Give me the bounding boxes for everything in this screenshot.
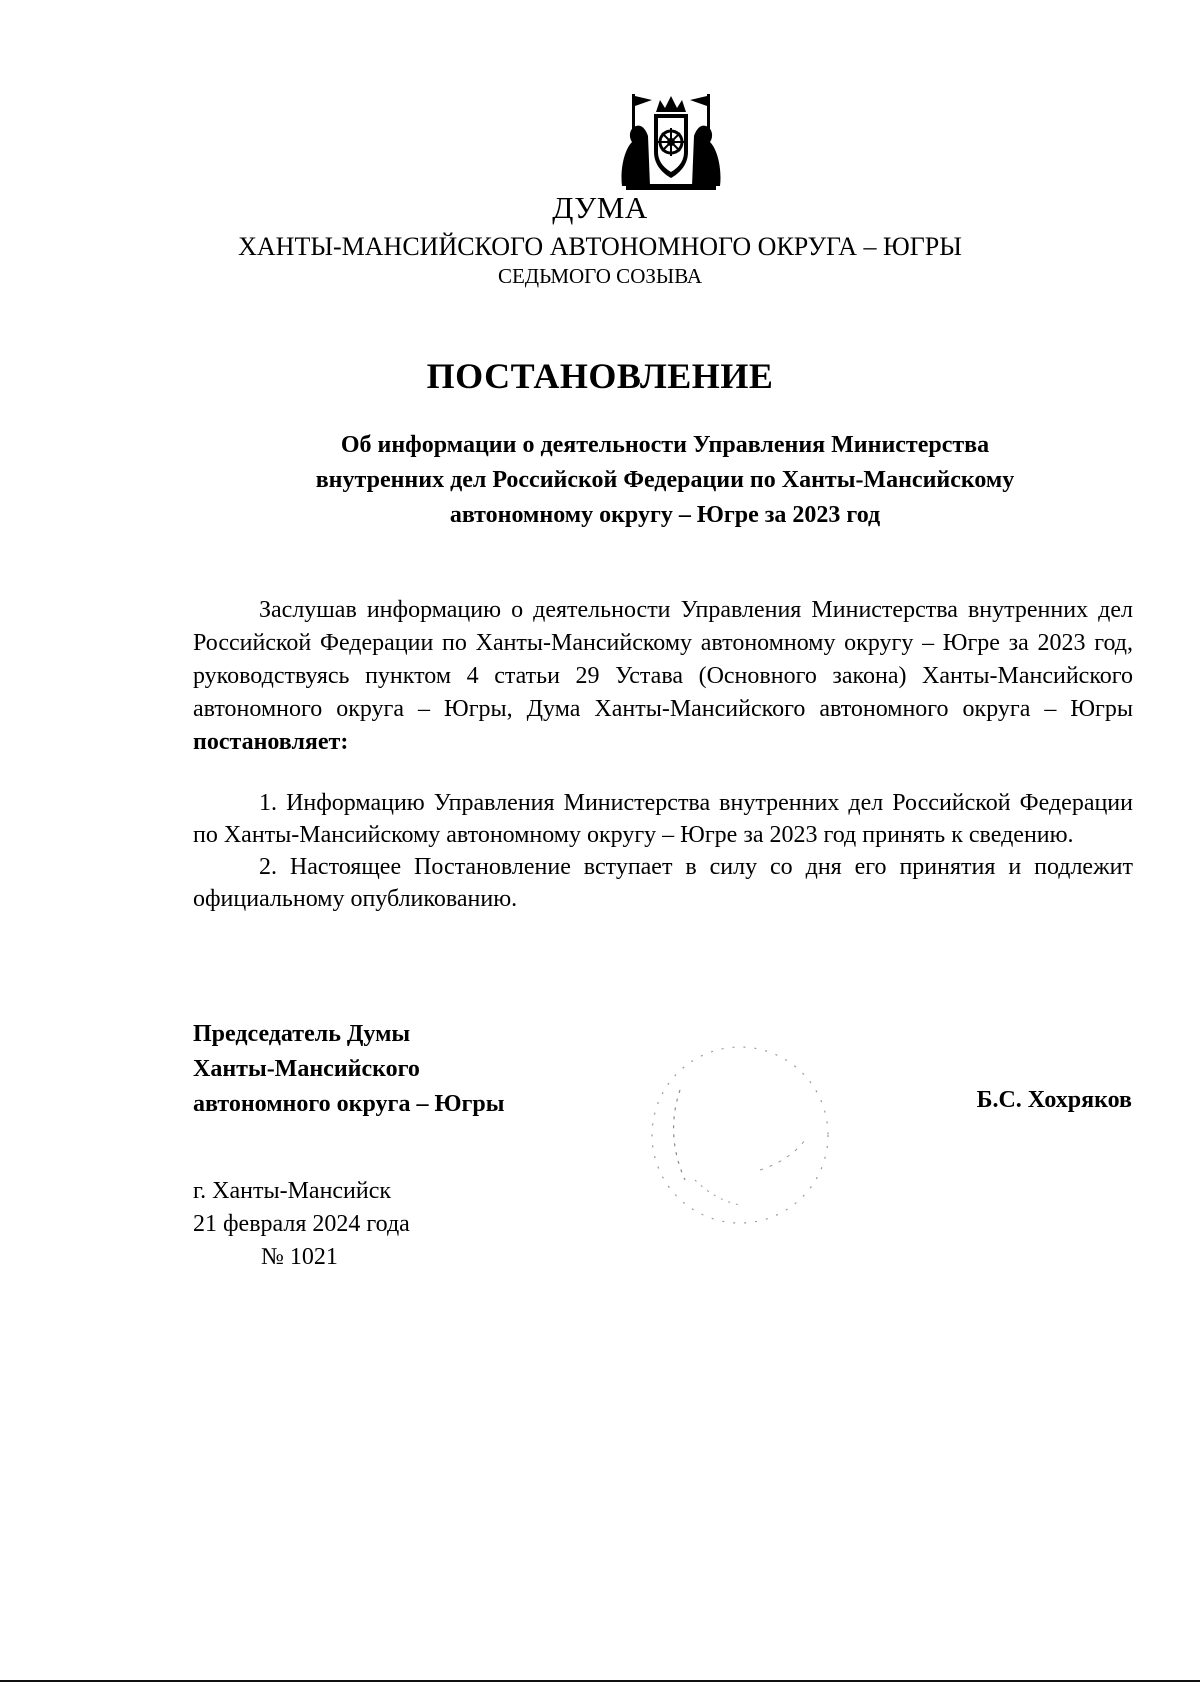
signatory-position-line: Ханты-Мансийского xyxy=(193,1056,420,1082)
signatory-position-line: Председатель Думы xyxy=(193,1021,411,1047)
coat-of-arms-icon xyxy=(618,90,724,194)
signatory-position-line: автономного округа – Югры xyxy=(193,1091,505,1117)
document-type: ПОСТАНОВЛЕНИЕ xyxy=(426,356,774,396)
preamble-action: постановляет: xyxy=(193,729,349,755)
resolution-item: 2. Настоящее Постановление вступает в силу со дня его принятия и подлежит официальному опубликованию. xyxy=(193,854,1133,912)
document-number: № 1021 xyxy=(261,1244,338,1270)
date: 21 февраля 2024 года xyxy=(193,1211,410,1237)
bottom-rule xyxy=(0,1680,1200,1682)
document-title-line: Об информации о деятельности Управления Министерства xyxy=(340,432,990,458)
preamble-paragraph xyxy=(193,594,1133,759)
resolution-items xyxy=(193,787,1133,915)
place: г. Ханты-Мансийск xyxy=(193,1178,392,1204)
document-title-line: автономному округу – Югре за 2023 год xyxy=(449,502,881,528)
document-title xyxy=(240,428,1090,533)
organization-convocation: СЕДЬМОГО СОЗЫВА xyxy=(497,264,703,288)
resolution-item: 1. Информацию Управления Министерства внутренних дел Российской Федерации по Ханты-Мансийскому автономному округу – Югре за 2023 год принять к сведению. xyxy=(193,790,1133,848)
place-and-date xyxy=(193,1175,410,1274)
document-title-line: внутренних дел Российской Федерации по Ханты-Мансийскому xyxy=(315,467,1015,493)
organization-region: ХАНТЫ-МАНСИЙСКОГО АВТОНОМНОГО ОКРУГА – ЮГРЫ xyxy=(238,232,962,261)
organization-name: ДУМА xyxy=(552,190,648,225)
preamble-text: Заслушав информацию о деятельности Управления Министерства внутренних дел Российской Федерации по Ханты-Мансийскому автономному округу – Югре за 2023 год, руководствуясь пунктом 4 статьи 29 Устава (Основного закона) Ханты-Мансийского автономного округа – Югры, Дума Ханты-Мансийского автономного округа – Югры xyxy=(193,597,1133,722)
faint-stamp-icon xyxy=(640,1030,840,1245)
signatory-name: Б.С. Хохряков xyxy=(976,1087,1132,1113)
signatory-position xyxy=(193,1017,504,1122)
